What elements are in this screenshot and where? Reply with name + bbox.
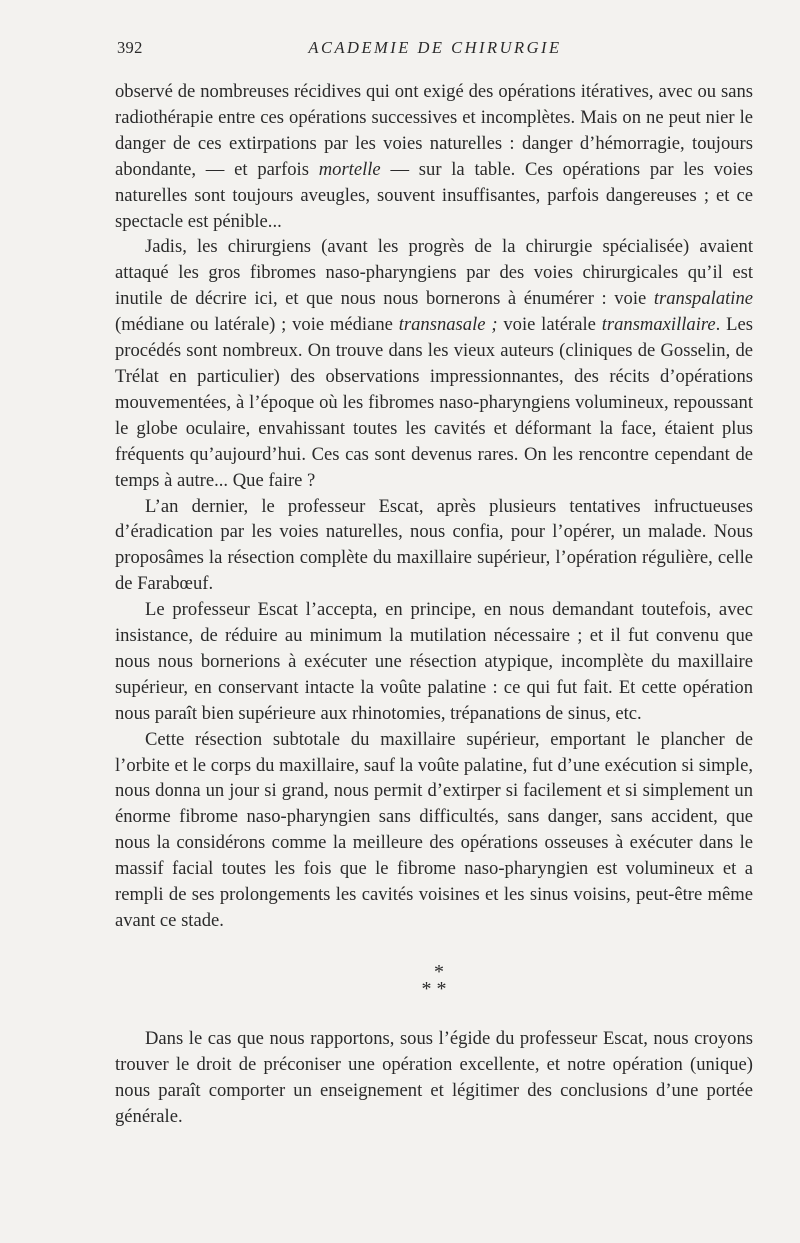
- page-header: [117, 38, 753, 58]
- text-segment: Dans le cas que nous rapportons, sous l’égide du professeur Escat, nous croyons trouver le droit de préconiser une opération excellente, et notre opération (unique) nous paraît comporter un enseignement et légitimer des conclusions d’une portée générale.: [115, 1027, 753, 1127]
- text-segment: voie latérale: [497, 314, 602, 336]
- text-segment: — sur la table. Ces opérations par les voies naturelles sont toujours aveugles, souvent insuffisantes, parfois dangereuses ; et ce spectacle est pénible...: [115, 158, 753, 232]
- section-separator-asterism: [115, 960, 753, 1000]
- italic-text-segment: transmaxillaire: [601, 314, 716, 336]
- text-segment: . Les procédés sont nombreux. On trouve dans les vieux auteurs (cliniques de Gosselin, de Trélat en particulier) des observations impressionnantes, des récits d’opérations mouvementées, à l’époque où les fibromes naso-pharyngiens volumineux, repoussant le globe oculaire, envahissant toutes les cavités et déformant la face, étaient plus fréquents qu’aujourd’hui. Ces cas sont devenus rares. On les rencontre cependant de temps à autre... Que faire ?: [115, 314, 753, 491]
- paragraph: [115, 494, 753, 598]
- closing-paragraph: [115, 1026, 753, 1130]
- text-segment: (médiane ou latérale) ; voie médiane: [115, 314, 399, 336]
- text-segment: Jadis, les chirurgiens (avant les progrès de la chirurgie spécialisée) avaient attaqué les gros fibromes naso-pharyngiens par des voies chirurgicales qu’il est inutile de décrire ici, et que nous nous bornerons à énumérer : voie: [115, 236, 753, 310]
- page-number: 392: [117, 38, 143, 57]
- italic-text-segment: transpalatine: [653, 288, 753, 310]
- text-segment: Cette résection subtotale du maxillaire supérieur, emportant le plancher de l’orbite et le corps du maxillaire, sauf la voûte palatine, fut d’une exécution si simple, nous donna un jour si grand, nous permit d’extirper si facilement et si simplement un énorme fibrome naso-pharyngien sans difficultés, sans danger, sans accident, que nous la considérons comme la meilleure des opérations osseuses à exécuter dans le massif facial toutes les fois que le fibrome naso-pharyngien est volumineux et a rempli de ses prolongements les cavités voisines et les sinus voisins, peut-être même avant ce stade.: [115, 728, 753, 931]
- text-segment: observé de nombreuses récidives qui ont exigé des opérations itératives, avec ou sans radiothérapie entre ces opérations successives et incomplètes. Mais on ne peut nier le danger de ces extirpations par les voies naturelles : danger d’hémorragie, toujours abondante, — et parfois: [115, 81, 753, 180]
- asterism-bottom: * *: [421, 977, 447, 1000]
- asterism-top: *: [434, 960, 444, 983]
- italic-text-segment: transnasale ;: [398, 314, 498, 336]
- paragraph: [115, 234, 753, 493]
- paragraph: [115, 727, 753, 934]
- body-text: [115, 79, 753, 1130]
- text-segment: Le professeur Escat l’accepta, en principe, en nous demandant toutefois, avec insistance, de réduire au minimum la mutilation nécessaire ; et il fut convenu que nous nous bornerions à exécuter une résection atypique, incomplète du maxillaire supérieur, en conservant intacte la voûte palatine : ce qui fut fait. Et cette opération nous paraît bien supérieure aux rhinotomies, trépanations de sinus, etc.: [115, 599, 753, 724]
- running-title: ACADEMIE DE CHIRURGIE: [308, 38, 562, 57]
- paragraph: [115, 79, 753, 234]
- paragraph: [115, 597, 753, 727]
- text-segment: L’an dernier, le professeur Escat, après plusieurs tentatives infructueuses d’éradication par les voies naturelles, nous confia, pour l’opérer, un malade. Nous proposâmes la résection complète du maxillaire supérieur, l’opération régulière, celle de Farabœuf.: [115, 495, 753, 595]
- italic-text-segment: mortelle: [318, 158, 381, 180]
